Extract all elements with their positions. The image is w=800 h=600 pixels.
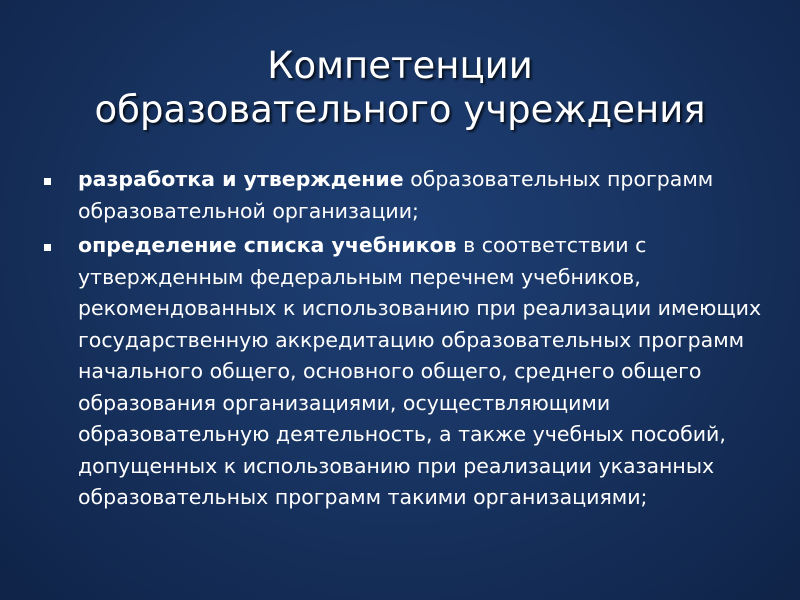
slide-title-line-1: Компетенции (267, 44, 533, 87)
bullet-text (78, 233, 761, 509)
bullet-bold-text: разработка и утверждение (78, 167, 404, 191)
square-bullet-icon (44, 178, 51, 185)
bullet-item-development (44, 164, 764, 227)
slide-title (20, 44, 780, 132)
bullet-item-textbooks (44, 230, 764, 514)
bullet-list (44, 164, 764, 517)
bullet-bold-text: определение списка учебников (78, 233, 457, 257)
bullet-regular-text: в соответствии с утвержденным федеральным перечнем учебников, рекомендованных к использованию при реализации имеющих государственную аккредитацию образовательных программ начального общего, основного общего, среднего общего образования организациями, осуществляющими образовательную деятельность, а также учебных пособий, допущенных к использованию при реализации указанных образовательных программ такими организациями; (78, 233, 762, 509)
square-bullet-icon (44, 244, 51, 251)
slide-title-line-2: образовательного учреждения (94, 88, 706, 131)
bullet-text (78, 167, 713, 223)
bullet-regular-text: образовательных программ образовательной организации; (78, 167, 714, 223)
